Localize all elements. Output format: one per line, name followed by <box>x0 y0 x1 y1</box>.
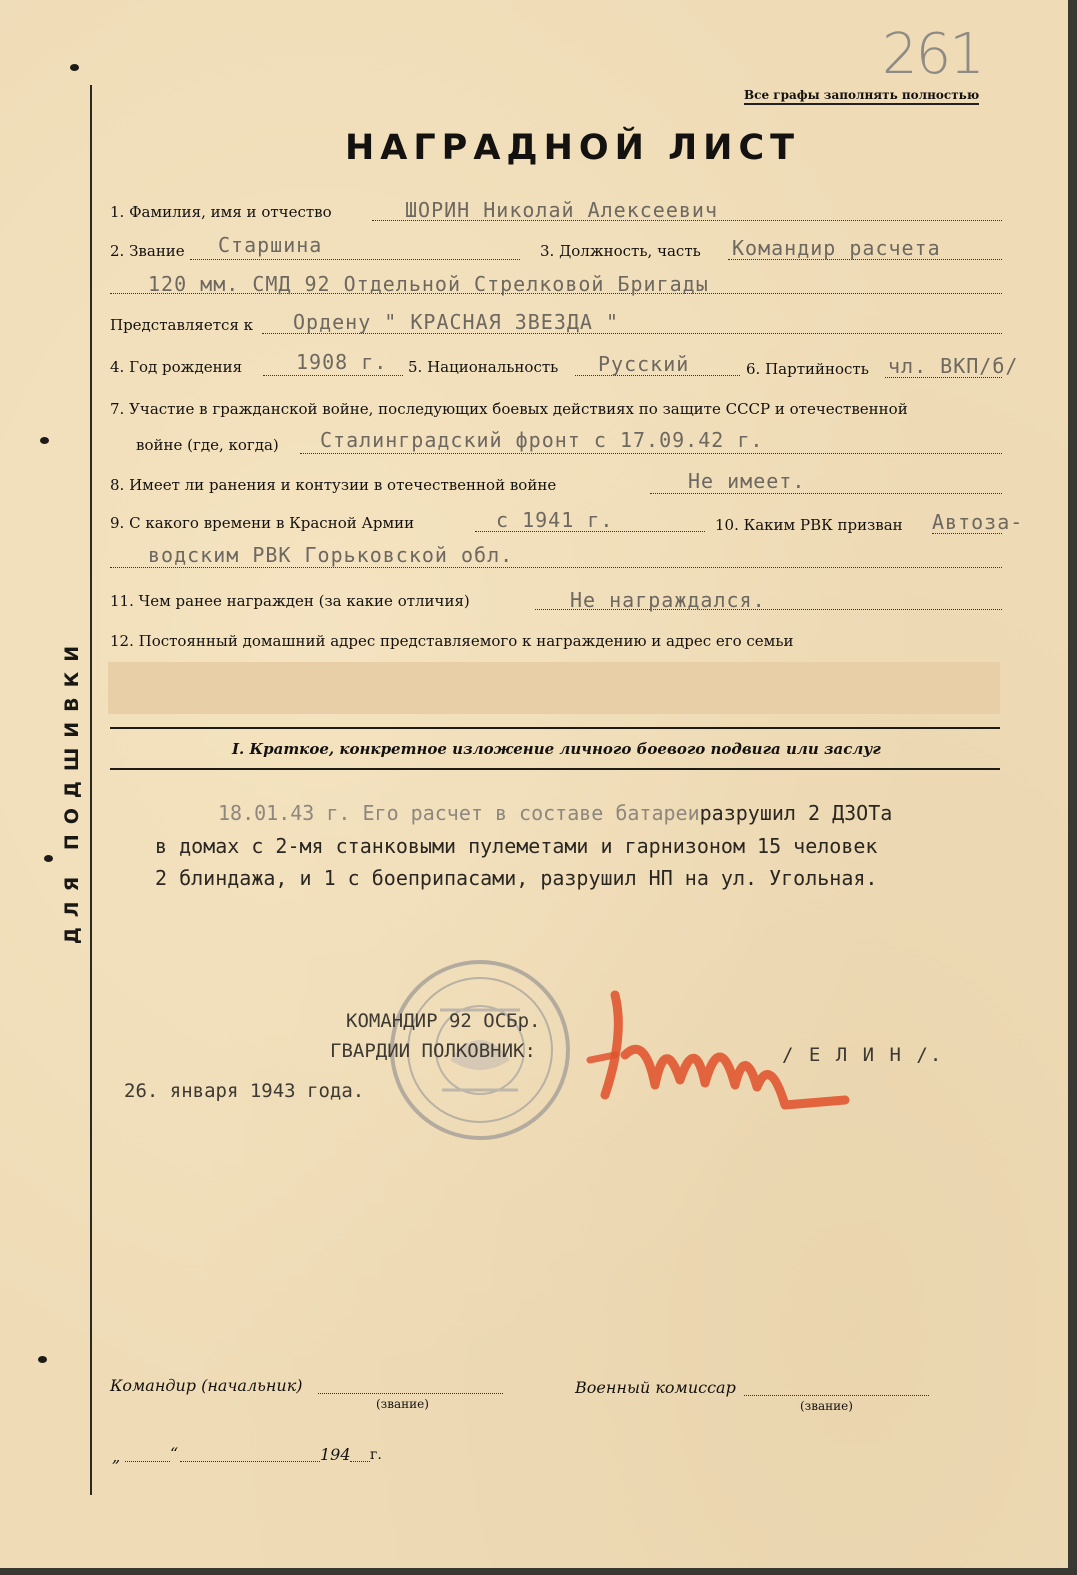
field-4-value: 1908 г. <box>296 350 388 374</box>
dotted-line <box>318 1392 503 1394</box>
binding-hole <box>40 437 49 444</box>
presented-label: Представляется к <box>110 316 254 334</box>
field-9-value: с 1941 г. <box>496 508 614 532</box>
binding-hole <box>38 1356 47 1363</box>
signer-position: КОМАНДИР 92 ОСБр. <box>346 1010 541 1032</box>
fill-instruction: Все графы заполнять полностью <box>744 88 979 105</box>
field-6-value: чл. ВКП/б/ <box>888 354 1019 378</box>
redacted-address <box>108 662 1000 714</box>
section-heading: I. Краткое, конкретное изложение личного боевого подвига или заслуг <box>232 740 881 758</box>
rank-caption-right: (звание) <box>800 1399 853 1413</box>
margin-label: ДЛЯ ПОДШИВКИ <box>61 635 83 945</box>
dotted-line <box>300 452 1002 454</box>
dotted-line <box>350 1460 370 1462</box>
field-11-value: Не награждался. <box>570 588 766 612</box>
field-10-value: Автоза- <box>932 510 1024 534</box>
feat-line-3: 2 блиндажа, и 1 с боеприпасами, разрушил НП на ул. Угольная. <box>155 866 878 890</box>
field-8-value: Не имеет. <box>688 469 806 493</box>
field-1-value: ШОРИН Николай Алексеевич <box>405 198 718 222</box>
field-5-value: Русский <box>598 352 690 376</box>
section-rule-bottom <box>110 768 1000 770</box>
field-4-label: 4. Год рождения <box>110 358 243 376</box>
field-12-label: 12. Постоянный домашний адрес представляемого к награждению и адрес его семьи <box>110 632 794 650</box>
field-9-label: 9. С какого времени в Красной Армии <box>110 514 415 532</box>
signer-rank: ГВАРДИИ ПОЛКОВНИК: <box>330 1040 536 1062</box>
dotted-line <box>125 1460 170 1462</box>
section-rule-top <box>110 727 1000 729</box>
date-quote-open: „ <box>112 1447 121 1466</box>
field-5-label: 5. Национальность <box>408 358 559 376</box>
field-10-label: 10. Каким РВК призван <box>715 516 903 534</box>
scan-edge-right <box>1068 0 1077 1575</box>
field-2-label: 2. Звание <box>110 242 185 260</box>
field-1-label: 1. Фамилия, имя и отчество <box>110 203 332 221</box>
binding-hole <box>70 64 79 71</box>
field-3-label: 3. Должность, часть <box>540 242 701 260</box>
field-6-label: 6. Партийность <box>746 360 869 378</box>
dotted-line <box>190 258 520 260</box>
date-year: 194 <box>320 1445 351 1464</box>
document-title: НАГРАДНОЙ ЛИСТ <box>345 128 801 168</box>
field-11-label: 11. Чем ранее награжден (за какие отличия) <box>110 592 470 610</box>
feat-line-2: в домах с 2-мя станковыми пулеметами и гарнизоном 15 человек <box>155 834 878 858</box>
presented-value: Ордену " КРАСНАЯ ЗВЕЗДА " <box>293 310 620 334</box>
field-7-label: 7. Участие в гражданской войне, последующих боевых действиях по защите СССР и отечественной <box>110 400 908 418</box>
archive-number: 261 <box>882 22 983 87</box>
field-10-value-cont: водским РВК Горьковской обл. <box>148 543 514 567</box>
signer-name: / Е Л И Н /. <box>782 1044 944 1066</box>
field-3-value-cont: 120 мм. СМД 92 Отдельной Стрелковой Бригады <box>148 272 709 296</box>
date-quote-close: “ <box>170 1444 179 1463</box>
signature-date: 26. января 1943 года. <box>124 1080 365 1102</box>
commander-label: Командир (начальник) <box>110 1376 303 1395</box>
field-7-label-cont: войне (где, когда) <box>136 436 279 454</box>
dotted-line <box>263 374 403 376</box>
field-7-value: Сталинградский фронт с 17.09.42 г. <box>320 428 764 452</box>
field-8-label: 8. Имеет ли ранения и контузии в отечественной войне <box>110 476 557 494</box>
commissar-label: Военный комиссар <box>575 1378 736 1397</box>
dotted-line <box>744 1394 929 1396</box>
rank-caption-left: (звание) <box>376 1397 429 1411</box>
field-3-value: Командир расчета <box>732 236 941 260</box>
dotted-line <box>180 1460 320 1462</box>
handwritten-signature <box>585 975 865 1155</box>
date-suffix: г. <box>370 1447 382 1463</box>
feat-line-1: 18.01.43 г. Его расчет в составе батареиразрушил 2 ДЗОТа <box>218 801 893 825</box>
field-2-value: Старшина <box>218 233 323 257</box>
scan-edge-bottom <box>0 1568 1077 1575</box>
